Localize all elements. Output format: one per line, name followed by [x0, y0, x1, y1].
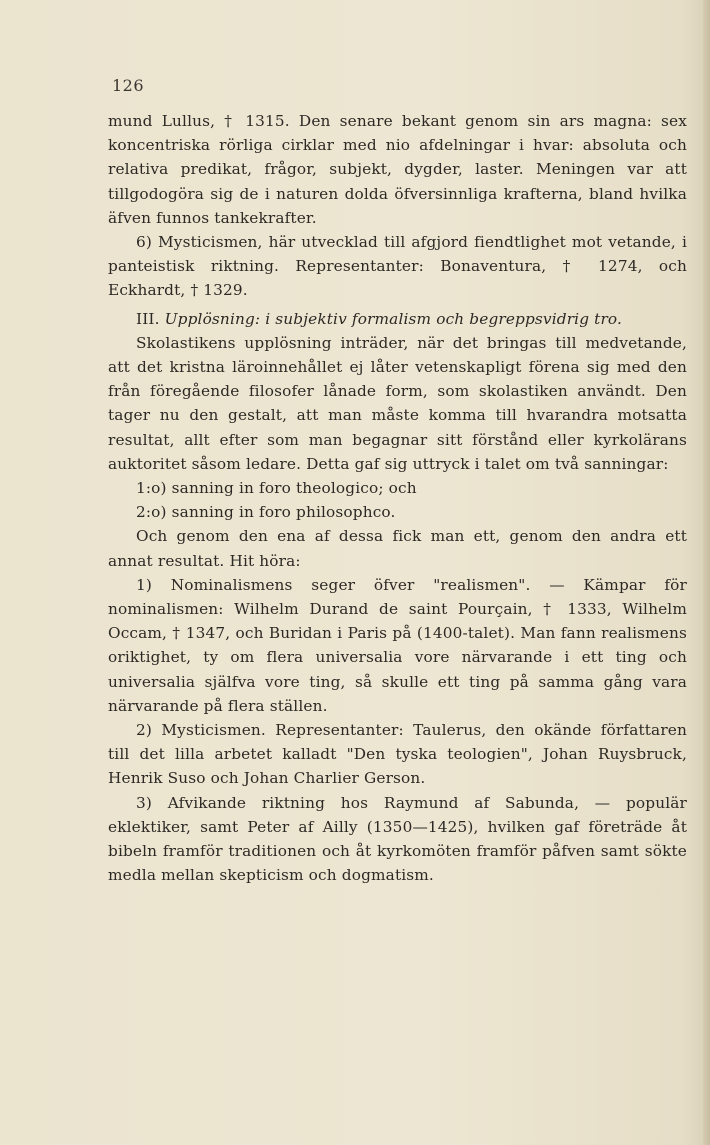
page-number: 126 [112, 76, 145, 95]
body-text [108, 109, 687, 888]
section-title: Upplösning: i subjektiv formalism och begreppsvidrig tro. [164, 309, 623, 328]
paragraph-mysticism-2: 2) Mysticismen. Representanter: Taulerus, den okände författaren till det lilla arbetet kalladt "Den tyska teologien", Johan Ruysbruck, Henrik Suso och Johan Charlier Gerson. [108, 721, 687, 788]
paragraph-deviating: 3) Afvikande riktning hos Raymund af Sabunda, — populär eklektiker, samt Peter af Ailly (1350—1425), hvilken gaf företräde åt bibeln framför traditionen och åt kyrkomöten framför påfven samt sökte medla mellan skepticism och dogmatism. [108, 793, 687, 885]
paragraph-results: Och genom den ena af dessa fick man ett, genom den andra ett annat resultat. Hit höra: [108, 527, 687, 570]
section-numeral: III. [136, 309, 160, 328]
page-edge [703, 0, 710, 1145]
list-item-truth-1: 1:o) sanning in foro theologico; och [136, 479, 417, 498]
list-item-truth-2: 2:o) sanning in foro philosophco. [136, 503, 396, 522]
paragraph-lullus: mund Lullus, † 1315. Den senare bekant genom sin ars magna: sex koncentriska rörliga cirklar med nio afdelningar i hvar: absoluta och relativa predikat, frågor, subjekt, dygder, laster. Meningen var att tillgodogöra sig de i naturen dolda öfversinnliga krafterna, bland hvilka äfven funnos tankekrafter. [108, 112, 687, 227]
paragraph-mysticism-6: 6) Mysticismen, här utvecklad till afgjord fiendtlighet mot vetande, i panteistisk riktning. Representanter: Bonaventura, † 1274, och Eckhardt, † 1329. [108, 233, 687, 300]
section-heading [108, 307, 687, 331]
paragraph-dissolution: Skolastikens upplösning inträder, när det bringas till medvetande, att det kristna läroinnehållet ej låter vetenskapligt förena sig med den från föregående filosofer lånade form, som skolastiken användt. Den tager nu den gestalt, att man måste komma till hvarandra motsatta resultat, allt efter som man begagnar sitt förstånd eller kyrkolärans auktoritet såsom ledare. Detta gaf sig uttryck i talet om två sanningar: [108, 333, 687, 473]
paragraph-nominalism: 1) Nominalismens seger öfver "realismen". — Kämpar för nominalismen: Wilhelm Durand de saint Pourçain, † 1333, Wilhelm Occam, † 1347, och Buridan i Paris på (1400-talet). Man fann realismens oriktighet, ty om flera universalia vore närvarande i ett ting och universalia själfva vore ting, så skulle ett ting på samma gång vara närvarande på flera ställen. [108, 575, 687, 715]
